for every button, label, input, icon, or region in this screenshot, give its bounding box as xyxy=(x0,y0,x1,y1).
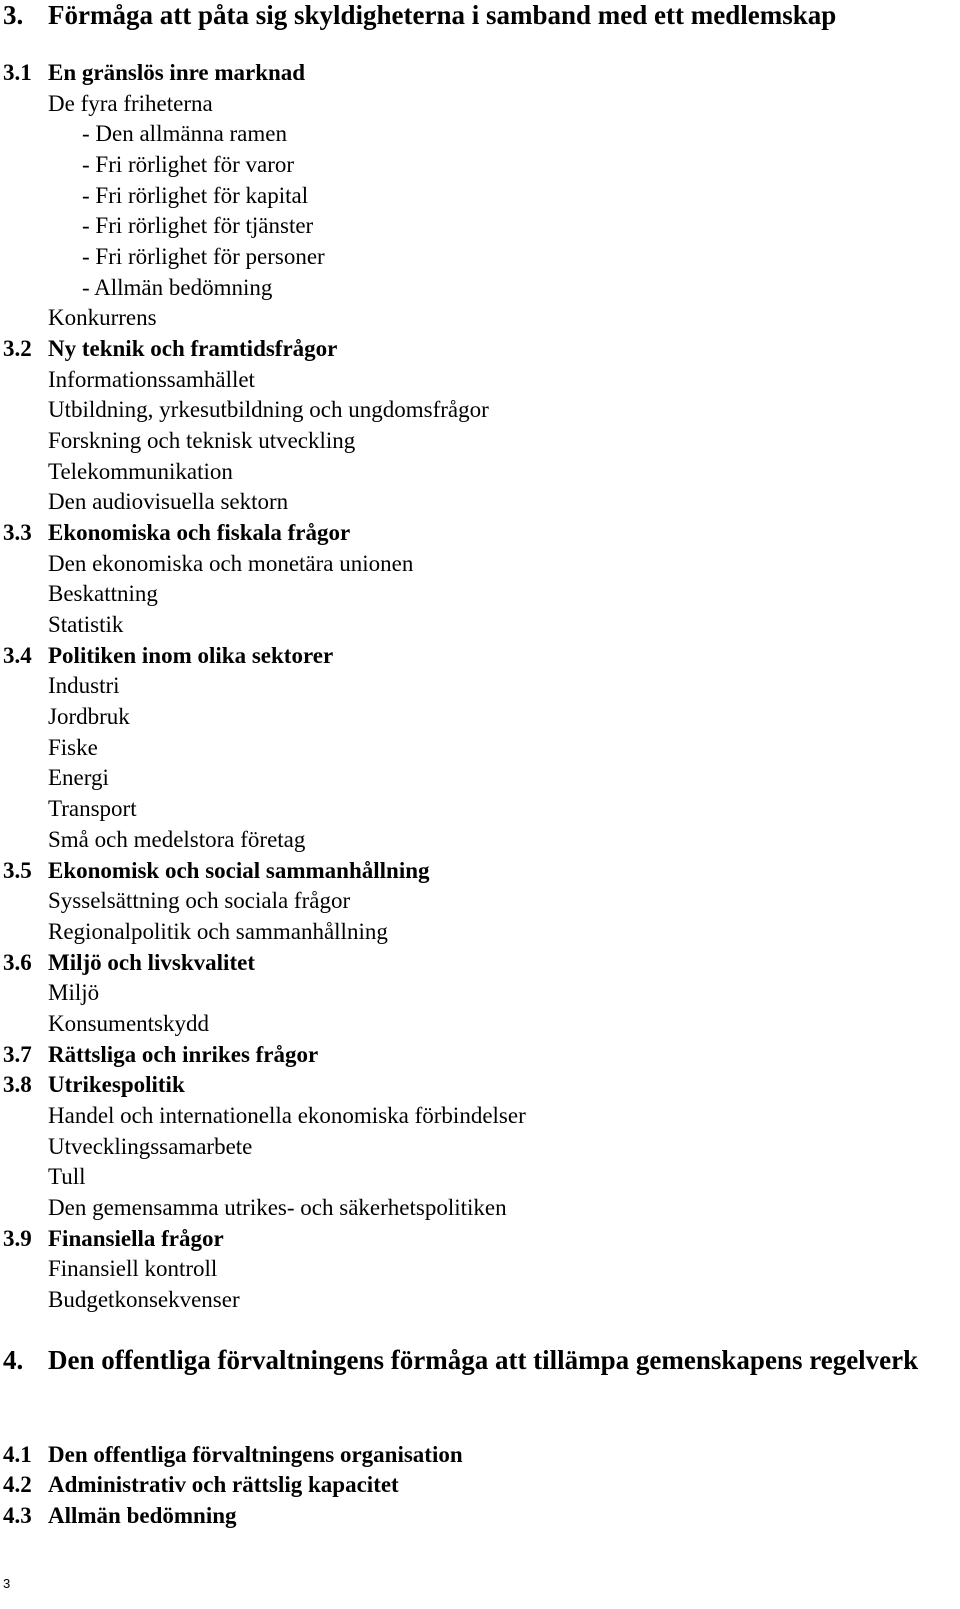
list-item: Telekommunikation xyxy=(48,459,233,484)
section-3-9-heading: 3.9 Finansiella frågor xyxy=(3,1226,224,1251)
list-item: Sysselsättning och sociala frågor xyxy=(48,888,351,913)
list-item: Tull xyxy=(48,1164,86,1189)
section-3-2-heading: 3.2 Ny teknik och framtidsfrågor xyxy=(3,336,338,361)
list-item: Små och medelstora företag xyxy=(48,827,306,852)
chapter-4-heading xyxy=(3,1342,938,1378)
section-4-3-heading: 4.3 Allmän bedömning xyxy=(3,1503,237,1528)
list-item: Konkurrens xyxy=(48,305,157,330)
list-item: Beskattning xyxy=(48,581,158,606)
list-item: Transport xyxy=(48,796,137,821)
list-subitem: - Fri rörlighet för tjänster xyxy=(82,213,314,238)
section-4-2-heading: 4.2 Administrativ och rättslig kapacitet xyxy=(3,1472,399,1497)
chapter-3-number: 3. xyxy=(3,0,24,30)
chapter-4-title: Den offentliga förvaltningens förmåga att tillämpa gemenskapens regelverk xyxy=(48,1345,919,1375)
chapter-4-number: 4. xyxy=(3,1345,24,1375)
list-item: Industri xyxy=(48,673,120,698)
list-subitem: - Fri rörlighet för personer xyxy=(82,244,325,269)
chapter-3-heading xyxy=(3,0,938,33)
list-item: Jordbruk xyxy=(48,704,130,729)
section-3-7-heading: 3.7 Rättsliga och inrikes frågor xyxy=(3,1042,319,1067)
list-item: Forskning och teknisk utveckling xyxy=(48,428,356,453)
page-number: 3 xyxy=(3,1576,11,1591)
list-item: Fiske xyxy=(48,735,98,760)
list-subitem: - Den allmänna ramen xyxy=(82,121,287,146)
list-item: Utvecklingssamarbete xyxy=(48,1134,253,1159)
list-subitem: - Allmän bedömning xyxy=(82,275,273,300)
section-3-4-heading: 3.4 Politiken inom olika sektorer xyxy=(3,643,334,668)
list-item: Statistik xyxy=(48,612,124,637)
list-item: Regionalpolitik och sammanhållning xyxy=(48,919,388,944)
list-subitem: - Fri rörlighet för varor xyxy=(82,152,295,177)
list-item: Den ekonomiska och monetära unionen xyxy=(48,551,414,576)
list-item: Konsumentskydd xyxy=(48,1011,209,1036)
section-3-1-heading: 3.1 En gränslös inre marknad xyxy=(3,60,306,85)
section-3-8-heading: 3.8 Utrikespolitik xyxy=(3,1072,185,1097)
list-item: Finansiell kontroll xyxy=(48,1256,218,1281)
list-item: De fyra friheterna xyxy=(48,91,213,116)
list-item: Informationssamhället xyxy=(48,367,255,392)
section-3-6-heading: 3.6 Miljö och livskvalitet xyxy=(3,950,255,975)
chapter-3-title: Förmåga att påta sig skyldigheterna i samband med ett medlemskap xyxy=(48,0,837,30)
list-item: Den audiovisuella sektorn xyxy=(48,489,289,514)
list-item: Handel och internationella ekonomiska förbindelser xyxy=(48,1103,526,1128)
list-subitem: - Fri rörlighet för kapital xyxy=(82,183,309,208)
section-3-5-heading: 3.5 Ekonomisk och social sammanhållning xyxy=(3,858,430,883)
list-item: Miljö xyxy=(48,980,100,1005)
list-item: Den gemensamma utrikes- och säkerhetspolitiken xyxy=(48,1195,507,1220)
section-3-3-heading: 3.3 Ekonomiska och fiskala frågor xyxy=(3,520,351,545)
list-item: Utbildning, yrkesutbildning och ungdomsfrågor xyxy=(48,397,489,422)
list-item: Budgetkonsekvenser xyxy=(48,1287,240,1312)
section-4-1-heading: 4.1 Den offentliga förvaltningens organisation xyxy=(3,1442,463,1467)
list-item: Energi xyxy=(48,765,109,790)
